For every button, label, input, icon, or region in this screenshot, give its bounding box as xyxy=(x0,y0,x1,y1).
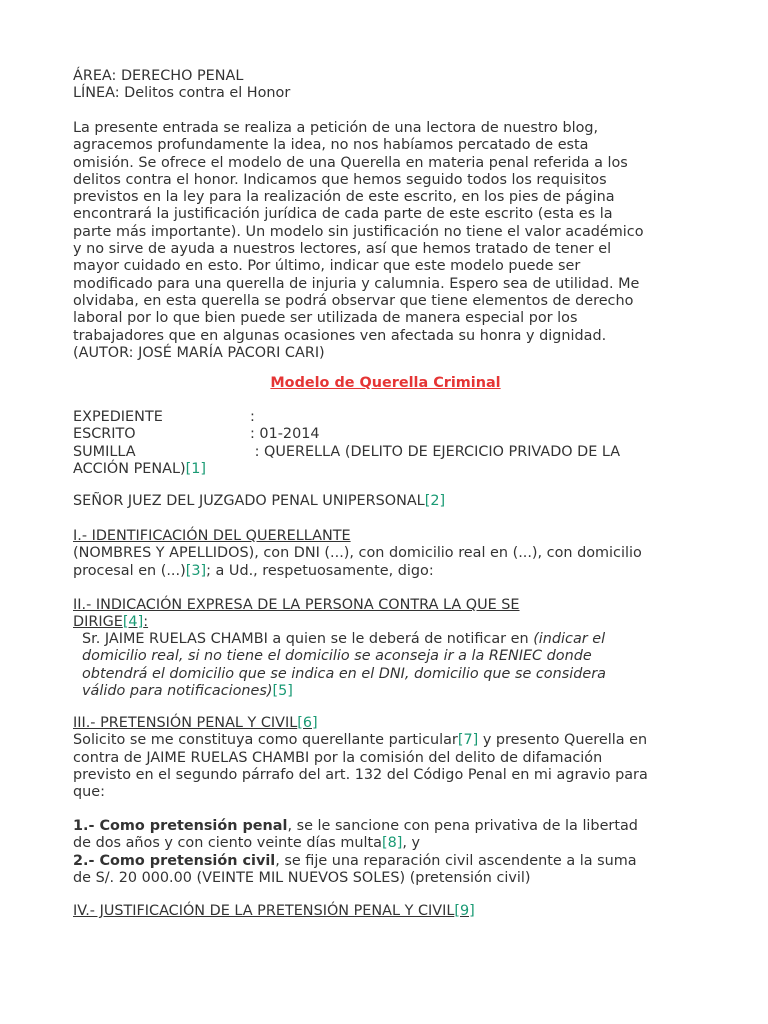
section-3-heading-text: III.- PRETENSIÓN PENAL Y CIVIL xyxy=(73,715,298,731)
expediente-row xyxy=(73,409,698,426)
salutation xyxy=(73,493,698,510)
section-3-p1-line-4: que: xyxy=(73,784,105,801)
intro-line: trabajadores que en algunas ocasiones ven afectada su honra y dignidad. xyxy=(73,327,607,344)
footnote-ref-8[interactable]: [8] xyxy=(381,835,403,852)
item-1-end: , y xyxy=(402,835,421,852)
section-1-heading: I.- IDENTIFICACIÓN DEL QUERELLANTE xyxy=(73,528,351,544)
item-2-rest: , se fije una reparación civil ascendente a la suma xyxy=(275,852,637,869)
item-2-line-1 xyxy=(73,853,698,870)
escrito-label: ESCRITO xyxy=(73,426,136,443)
footnote-ref-1[interactable]: [1] xyxy=(185,460,206,477)
intro-line: y no sirve de ayuda a nuestros lectores, así que hemos tratado de tener el xyxy=(73,241,612,258)
section-3 xyxy=(73,715,698,801)
section-2-body xyxy=(82,631,698,700)
intro-line: (AUTOR: JOSÉ MARÍA PACORI CARI) xyxy=(73,344,325,361)
section-4-heading-text: IV.- JUSTIFICACIÓN DE LA PRETENSIÓN PENAL Y CIVIL xyxy=(73,903,455,919)
intro-line: olvidaba, en esta querella se podrá observar que tiene elementos de derecho xyxy=(73,292,634,309)
item-1-rest: , se le sancione con pena privativa de la libertad xyxy=(287,818,638,834)
section-2-heading-line-1: II.- INDICACIÓN EXPRESA DE LA PERSONA CONTRA LA QUE SE xyxy=(73,597,520,613)
salutation-text: SEÑOR JUEZ DEL JUZGADO PENAL UNIPERSONAL xyxy=(73,493,425,509)
section-2-body-line-3: obtendrá el domicilio que se indica en el DNI, domicilio que se considera xyxy=(82,665,606,682)
section-2-heading xyxy=(73,597,698,632)
section-2-body-a: Sr. JAIME RUELAS CHAMBI a quien se le deberá de notificar en xyxy=(82,631,534,647)
intro-line: laboral por lo que bien puede ser utilizada de manera especial por los xyxy=(73,310,578,327)
footnote-ref-5[interactable]: [5] xyxy=(272,682,293,699)
footnote-ref-6[interactable]: [6] xyxy=(297,715,318,731)
sumilla-continuation xyxy=(73,461,698,478)
section-1 xyxy=(73,528,698,580)
expediente-value: : xyxy=(250,409,255,425)
item-1-l2: de dos años y con ciento veinte días multa xyxy=(73,835,382,852)
escrito-value: : 01-2014 xyxy=(250,426,320,443)
section-2-body-line-2: domicilio real, si no tiene el domicilio se aconseja ir a la RENIEC donde xyxy=(82,648,592,665)
escrito-row xyxy=(73,426,698,443)
section-3-heading xyxy=(73,715,698,732)
linea-line: LÍNEA: Delitos contra el Honor xyxy=(73,85,291,102)
item-1-bold: 1.- Como pretensión penal xyxy=(73,818,288,834)
section-1-line-1: (NOMBRES Y APELLIDOS), con DNI (...), con domicilio real en (...), con domicilio xyxy=(73,545,642,562)
section-2-colon: : xyxy=(143,614,149,631)
section-3-p1-a: Solicito se me constituya como querellante particular xyxy=(73,732,458,749)
intro-line: previstos en la ley para la realización de este escrito, en los pies de página xyxy=(73,189,615,206)
section-2-heading-dirige: DIRIGE xyxy=(73,614,123,631)
case-metadata xyxy=(73,409,698,478)
section-3-items xyxy=(73,818,698,887)
section-2-body-i4: válido para notificaciones) xyxy=(82,682,273,699)
section-3-p1-b: y presento Querella en xyxy=(478,732,648,749)
intro-line: La presente entrada se realiza a petición de una lectora de nuestro blog, xyxy=(73,120,599,136)
section-1-line-2 xyxy=(73,563,698,580)
section-4 xyxy=(73,903,698,920)
intro-line: mayor cuidado en esto. Por último, indicar que este modelo puede ser xyxy=(73,258,581,275)
section-1-line-2-a: procesal en (...) xyxy=(73,562,186,579)
intro-paragraph xyxy=(73,120,698,362)
intro-line: omisión. Se ofrece el modelo de una Querella en materia penal referida a los xyxy=(73,154,628,171)
sumilla-value: : QUERELLA (DELITO DE EJERCICIO PRIVADO DE LA xyxy=(250,443,621,460)
item-1-line-1 xyxy=(73,818,698,835)
expediente-label: EXPEDIENTE xyxy=(73,409,163,425)
footnote-ref-3[interactable]: [3] xyxy=(185,562,207,579)
section-1-line-2-b: ; a Ud., respetuosamente, digo: xyxy=(206,562,434,579)
section-4-heading xyxy=(73,903,698,920)
footnote-ref-2[interactable]: [2] xyxy=(424,493,446,509)
sumilla-row xyxy=(73,444,698,461)
intro-line: parte más importante). Un modelo sin justificación no tiene el valor académico xyxy=(73,223,644,240)
section-2-body-line-4 xyxy=(82,683,698,700)
intro-line: modificado para una querella de injuria y calumnia. Espero sea de utilidad. Me xyxy=(73,275,640,292)
section-2-heading-line-2 xyxy=(73,614,698,631)
section-2-body-line-1 xyxy=(82,631,698,648)
item-2-bold: 2.- Como pretensión civil xyxy=(73,852,276,869)
sumilla-label: SUMILLA xyxy=(73,443,136,460)
footnote-ref-7[interactable]: [7] xyxy=(457,732,479,749)
section-3-p1-line-1 xyxy=(73,732,698,749)
document-header xyxy=(73,68,698,103)
item-1-line-2 xyxy=(73,835,698,852)
document-title: Modelo de Querella Criminal xyxy=(270,375,501,391)
section-3-p1-line-3: previsto en el segundo párrafo del art. 132 del Código Penal en mi agravio para xyxy=(73,766,648,783)
footnote-ref-9[interactable]: [9] xyxy=(454,903,475,919)
intro-line: delitos contra el honor. Indicamos que hemos seguido todos los requisitos xyxy=(73,171,607,188)
sumilla-cont-text: ACCIÓN PENAL) xyxy=(73,460,186,477)
section-3-p1-line-2: contra de JAIME RUELAS CHAMBI por la comisión del delito de difamación xyxy=(73,749,603,766)
footnote-ref-4[interactable]: [4] xyxy=(122,614,144,631)
item-2-line-2: de S/. 20 000.00 (VEINTE MIL NUEVOS SOLES) (pretensión civil) xyxy=(73,869,531,886)
area-line: ÁREA: DERECHO PENAL xyxy=(73,68,244,84)
section-2-body-i1: (indicar el xyxy=(533,631,606,647)
intro-line: agracemos profundamente la idea, no nos habíamos percatado de esta xyxy=(73,137,589,154)
intro-line: encontrará la justificación jurídica de cada parte de este escrito (esta es la xyxy=(73,206,613,223)
